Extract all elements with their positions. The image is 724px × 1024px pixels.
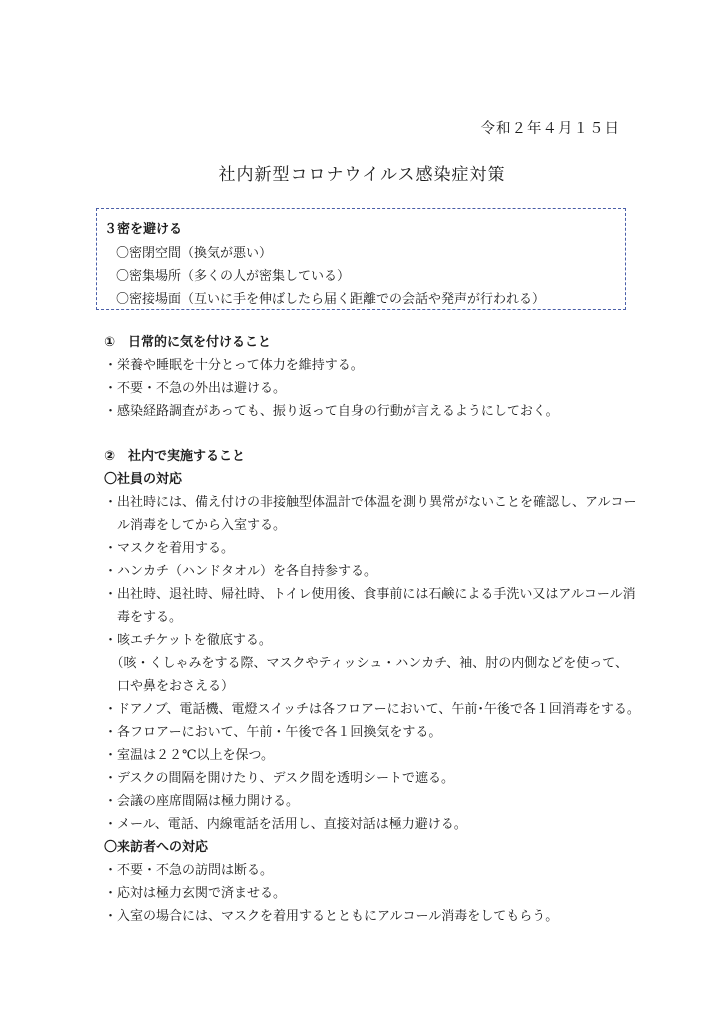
visitor-subheading: 〇来訪者への対応: [104, 840, 209, 855]
section2-heading: ② 社内で実施すること: [104, 449, 246, 464]
employee-subheading: 〇社員の対応: [104, 472, 183, 487]
list-item: ・出社時、退社時、帰社時、トイレ使用後、食事前には石鹸による手洗い又はアルコール消: [104, 587, 636, 602]
list-item: ・咳エチケットを徹底する。: [104, 633, 272, 648]
list-item: ・ハンカチ（ハンドタオル）を各自持参する。: [104, 564, 378, 579]
list-item: ・会議の座席間隔は極力開ける。: [104, 794, 300, 809]
document-title: 社内新型コロナウイルス感染症対策: [218, 165, 506, 185]
three-cs-item: 〇密閉空間（換気が悪い）: [116, 246, 273, 261]
three-cs-item: 〇密接場面（互いに手を伸ばしたら届く距離での会話や発声が行われる）: [116, 292, 546, 307]
three-cs-item: 〇密集場所（多くの人が密集している）: [116, 269, 351, 284]
document-date: 令和２年４月１５日: [480, 121, 620, 137]
list-item: 毒をする。: [104, 610, 183, 625]
list-item: （咳・くしゃみをする際、マスクやティッシュ・ハンカチ、袖、肘の内側などを使って、: [104, 656, 629, 671]
section1-heading: ① 日常的に気を付けること: [104, 335, 272, 350]
list-item: ・感染経路調査があっても、振り返って自身の行動が言えるようにしておく。: [104, 404, 559, 419]
list-item: ・不要・不急の訪問は断る。: [104, 863, 274, 878]
list-item: ・マスクを着用する。: [104, 541, 235, 556]
list-item: ・応対は極力玄関で済ませる。: [104, 886, 287, 901]
list-item: ・不要・不急の外出は避ける。: [104, 381, 287, 396]
list-item: 口や鼻をおさえる）: [104, 679, 235, 694]
three-cs-heading: ３密を避ける: [104, 222, 183, 237]
list-item: ・各フロアーにおいて、午前・午後で各１回換気をする。: [104, 725, 442, 740]
list-item: ・出社時には、備え付けの非接触型体温計で体温を測り異常がないことを確認し、アルコー: [104, 495, 637, 510]
list-item: ・栄養や睡眠を十分とって体力を維持する。: [104, 358, 364, 373]
list-item: ・ドアノブ、電話機、電燈スイッチは各フロアーにおいて、午前･午後で各１回消毒をする。: [104, 702, 640, 717]
list-item: ・室温は２２℃以上を保つ。: [104, 748, 275, 763]
list-item: ・デスクの間隔を開けたり、デスク間を透明シートで遮る。: [104, 771, 454, 786]
list-item: ル消毒をしてから入室する。: [104, 518, 287, 533]
list-item: ・入室の場合には、マスクを着用するとともにアルコール消毒をしてもらう。: [104, 909, 559, 924]
list-item: ・メール、電話、内線電話を活用し、直接対話は極力避ける。: [104, 817, 467, 832]
